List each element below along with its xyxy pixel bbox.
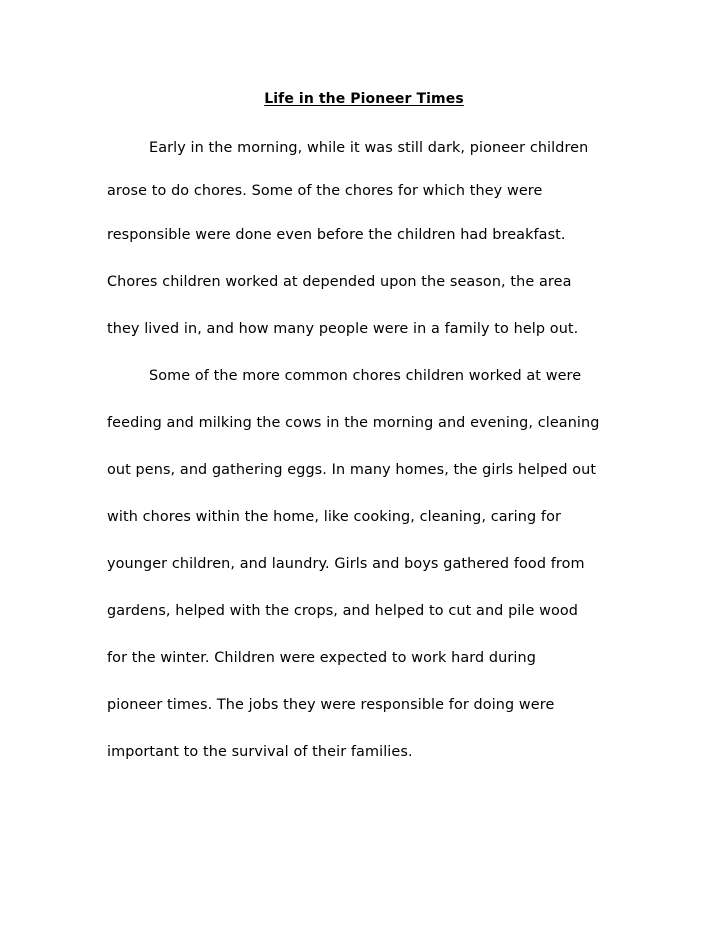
paragraph-1-line-3: responsible were done even before the children had breakfast. (107, 227, 566, 243)
paragraph-1-line-1: Early in the morning, while it was still dark, pioneer children (149, 140, 589, 156)
paragraph-2-line-7: for the winter. Children were expected to work hard during (107, 650, 536, 666)
paragraph-1-line-5: they lived in, and how many people were in a family to help out. (107, 321, 579, 337)
paragraph-2-line-3: out pens, and gathering eggs. In many homes, the girls helped out (107, 462, 597, 478)
paragraph-2-line-5: younger children, and laundry. Girls and boys gathered food from (107, 556, 585, 572)
paragraph-2-line-4: with chores within the home, like cooking, cleaning, caring for (107, 509, 561, 525)
paragraph-2-line-2: feeding and milking the cows in the morning and evening, cleaning (107, 415, 600, 431)
paragraph-2-line-8: pioneer times. The jobs they were responsible for doing were (107, 697, 555, 713)
paragraph-2-line-9: important to the survival of their families. (107, 744, 413, 760)
page-title: Life in the Pioneer Times (264, 91, 464, 107)
paragraph-2-line-1: Some of the more common chores children worked at were (149, 368, 582, 384)
paragraph-1-line-4: Chores children worked at depended upon the season, the area (107, 274, 572, 290)
paragraph-1-line-2: arose to do chores. Some of the chores for which they were (107, 183, 543, 199)
paragraph-2-line-6: gardens, helped with the crops, and helped to cut and pile wood (107, 603, 579, 619)
